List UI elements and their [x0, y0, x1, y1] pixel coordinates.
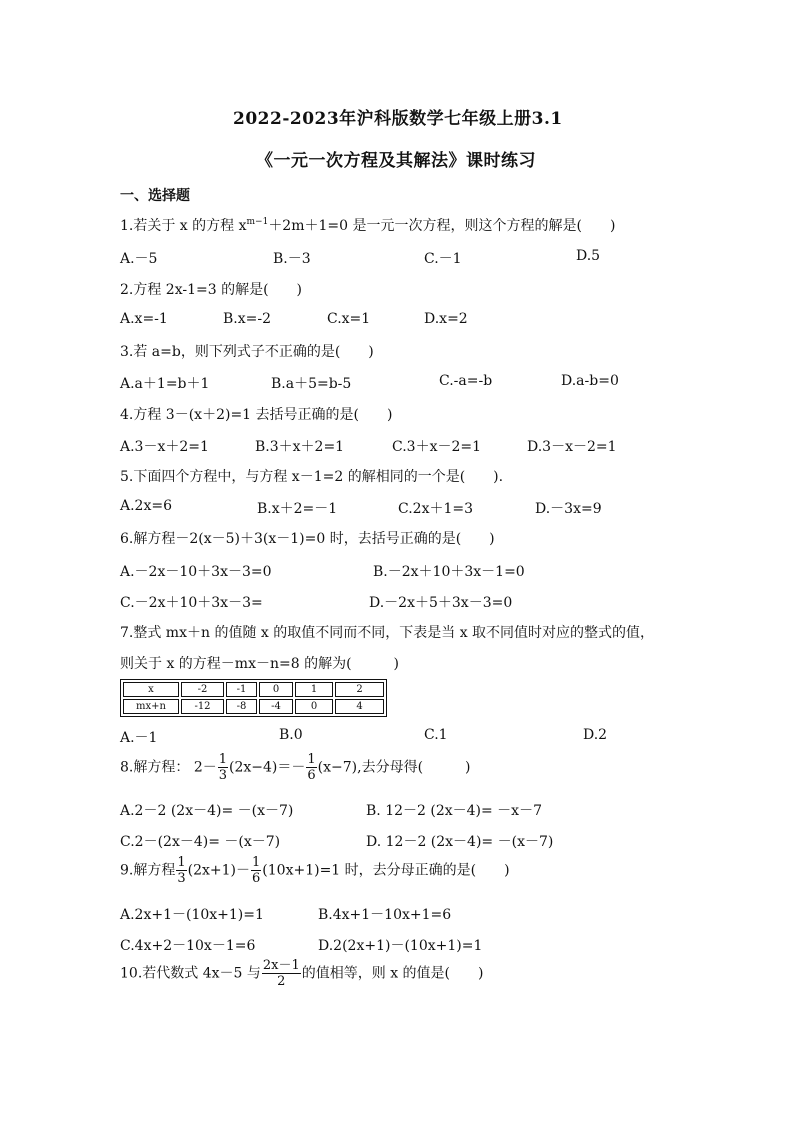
q4-option-d: D.3－x－2=1 — [527, 439, 617, 455]
q7-value-table — [120, 679, 387, 717]
page-title-line1: 2022-2023年沪科版数学七年级上册3.1 — [233, 109, 563, 129]
q8-option-b: B. 12－2 (2x－4)= －x－7 — [366, 803, 542, 819]
table-cell: 1 — [295, 682, 333, 697]
table-row — [123, 699, 384, 714]
table-cell: 0 — [259, 682, 293, 697]
q5-option-a: A.2x=6 — [120, 498, 173, 514]
q2-option-a: A.x=-1 — [120, 311, 168, 327]
q1-option-b: B.－3 — [273, 251, 311, 267]
q4-option-a: A.3－x＋2=1 — [120, 439, 209, 455]
q9-text-mid: (2x+1)－ — [187, 862, 251, 879]
q6-option-c: C.－2x＋10＋3x－3= — [120, 595, 263, 611]
fraction-2x-1-over-2: $\frac{2x-1}{2}$ — [262, 958, 300, 989]
q7-option-d: D.2 — [583, 727, 608, 743]
q8-option-a: A.2－2 (2x－4)= －(x－7) — [120, 803, 294, 819]
q9-text-pre: 9.解方程 — [120, 862, 176, 879]
question-3: 3.若 a=b，则下列式子不正确的是( ) — [120, 344, 374, 360]
q1-option-c: C.－1 — [424, 251, 462, 267]
table-row — [123, 682, 384, 697]
q5-option-b: B.x＋2=－1 — [257, 501, 338, 517]
section-heading-choice: 一、选择题 — [120, 188, 190, 204]
q1-option-d: D.5 — [576, 248, 601, 264]
question-6: 6.解方程－2(x－5)＋3(x－1)=0 时，去括号正确的是( ) — [120, 531, 495, 547]
table-cell: -12 — [181, 699, 224, 714]
q9-option-d: D.2(2x+1)－(10x+1)=1 — [318, 938, 483, 954]
q5-option-c: C.2x＋1=3 — [398, 501, 474, 517]
question-2: 2.方程 2x-1=3 的解是( ) — [120, 282, 303, 298]
q3-option-a: A.a＋1=b＋1 — [120, 376, 210, 392]
table-cell: 2 — [335, 682, 384, 697]
fraction-1-3: $\frac{1}{3}$ — [218, 752, 228, 783]
page-title-line2: 《一元一次方程及其解法》课时练习 — [256, 151, 536, 171]
q2-option-d: D.x=2 — [424, 311, 468, 327]
q3-option-b: B.a＋5=b-5 — [271, 376, 352, 392]
fraction-1-6: $\frac{1}{6}$ — [307, 752, 316, 783]
table-cell: -2 — [181, 682, 224, 697]
q2-option-c: C.x=1 — [327, 311, 371, 327]
q1-option-a: A.－5 — [120, 251, 158, 267]
q8-text-post: (x−7),去分母得( ) — [317, 759, 471, 776]
q6-option-d: D.－2x＋5＋3x－3=0 — [369, 595, 513, 611]
q9-option-b: B.4x+1－10x+1=6 — [318, 907, 452, 923]
q6-option-b: B.－2x＋10＋3x－1=0 — [373, 564, 525, 580]
table-cell: x — [123, 682, 179, 697]
q7-option-a: A.－1 — [120, 730, 158, 746]
question-5: 5.下面四个方程中，与方程 x－1=2 的解相同的一个是( ). — [120, 469, 504, 485]
table-cell: -4 — [259, 699, 293, 714]
q1-text-pre: 1.若关于 x 的方程 x — [120, 218, 247, 234]
q8-text-mid: (2x−4)＝－ — [229, 759, 306, 776]
table-cell: 4 — [335, 699, 384, 714]
q1-text-post: ＋2m＋1=0 是一元一次方程，则这个方程的解是( ) — [268, 218, 616, 234]
q3-option-d: D.a-b=0 — [561, 373, 619, 389]
q8-option-c: C.2－(2x－4)= －(x－7) — [120, 834, 281, 850]
table-cell: -8 — [226, 699, 257, 714]
question-7-line2: 则关于 x 的方程－mx－n=8 的解为( ) — [120, 656, 399, 672]
fraction-1-3: $\frac{1}{3}$ — [177, 855, 186, 886]
question-4: 4.方程 3－(x＋2)=1 去括号正确的是( ) — [120, 407, 393, 423]
question-9 — [120, 855, 510, 886]
q2-option-b: B.x=-2 — [223, 311, 272, 327]
question-7-line1: 7.整式 mx＋n 的值随 x 的取值不同而不同，下表是当 x 取不同值时对应的整式的值， — [120, 625, 655, 641]
question-1 — [120, 215, 615, 235]
question-10 — [120, 958, 483, 989]
q10-text-post: 的值相等，则 x 的值是( ) — [301, 965, 484, 982]
q9-option-a: A.2x+1－(10x+1)=1 — [120, 907, 264, 923]
table-cell: 0 — [295, 699, 333, 714]
q9-option-c: C.4x+2－10x－1=6 — [120, 938, 256, 954]
q7-option-b: B.0 — [279, 727, 303, 743]
table-cell: -1 — [226, 682, 257, 697]
q8-option-d: D. 12－2 (2x－4)= －(x－7) — [366, 834, 554, 850]
q8-text-pre: 8.解方程： — [120, 759, 190, 776]
q4-option-b: B.3＋x＋2=1 — [255, 439, 345, 455]
q4-option-c: C.3＋x－2=1 — [392, 439, 482, 455]
q6-option-a: A.－2x－10＋3x－3=0 — [120, 564, 272, 580]
q5-option-d: D.－3x=9 — [535, 501, 602, 517]
q9-text-post: (10x+1)=1 时，去分母正确的是( ) — [262, 862, 510, 879]
question-8 — [120, 752, 471, 783]
q8-text-lead: 2－ — [193, 759, 217, 776]
q1-exponent: m−1 — [246, 217, 269, 227]
q10-text-pre: 10.若代数式 4x－5 与 — [120, 965, 261, 982]
fraction-1-6: $\frac{1}{6}$ — [252, 855, 261, 886]
q7-option-c: C.1 — [424, 727, 448, 743]
q3-option-c: C.-a=-b — [439, 373, 493, 389]
table-cell: mx+n — [123, 699, 179, 714]
